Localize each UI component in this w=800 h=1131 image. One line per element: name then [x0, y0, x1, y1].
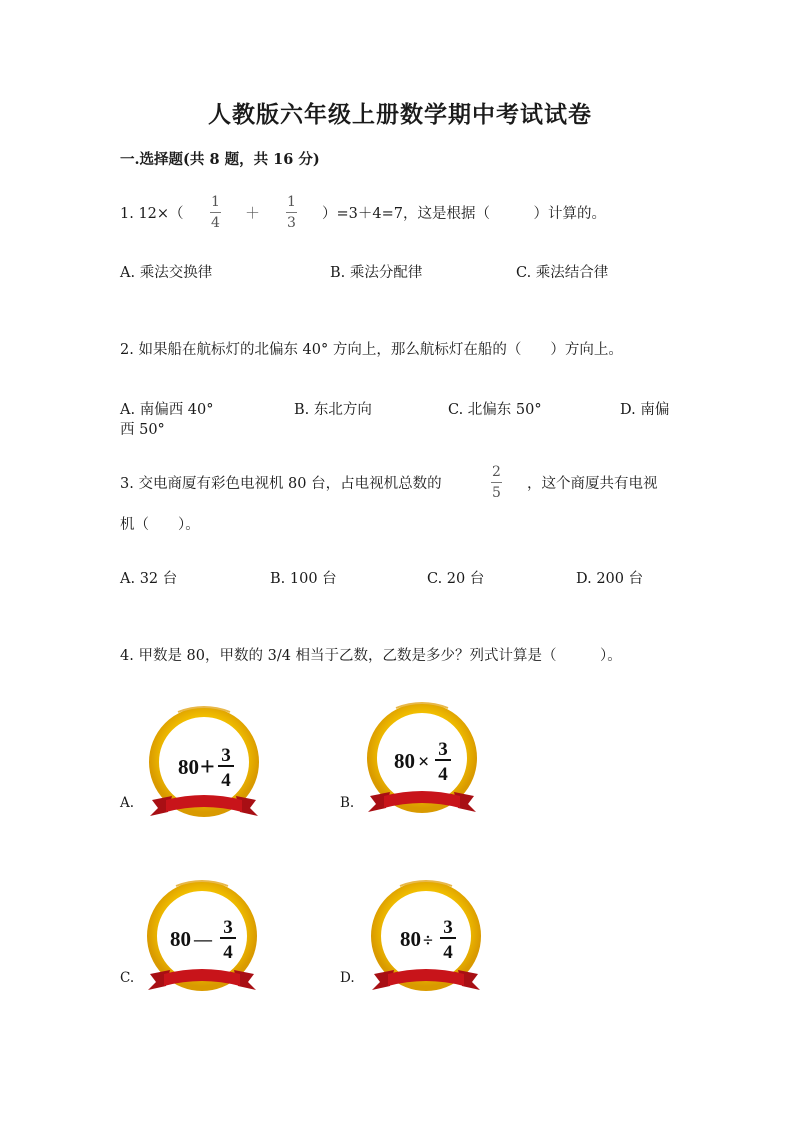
q1-option-c[interactable]: C. 乘法结合律 [516, 265, 609, 281]
badge-denominator: 4 [443, 942, 453, 963]
fraction-bar [210, 212, 221, 213]
q3-line2: 机（ ）。 [120, 517, 200, 533]
q2-text: 2. 如果船在航标灯的北偏东 40° 方向上，那么航标灯在船的（ ）方向上。 [120, 342, 623, 358]
badge-left-operand: 80 [178, 755, 199, 779]
q1-frac2-den: 3 [287, 215, 296, 231]
badge-numerator: 3 [221, 745, 231, 766]
q4-option-b-letter: B. [340, 795, 355, 811]
badge-operator: + [200, 752, 215, 781]
q3-frac-den: 5 [492, 485, 501, 501]
q4-option-c-badge[interactable] [136, 874, 268, 1006]
q2-option-d-continued: 西 50° [120, 422, 165, 438]
q2-option-b[interactable]: B. 东北方向 [294, 402, 372, 418]
q3-suffix: ，这个商厦共有电视 [527, 476, 658, 492]
badge-numerator: 3 [443, 917, 453, 938]
fraction-bar [286, 212, 297, 213]
badge-operator: × [418, 751, 430, 773]
q4-option-d-letter: D. [340, 970, 355, 986]
q3-option-c[interactable]: C. 20 台 [427, 571, 485, 587]
badge-denominator: 4 [438, 764, 448, 785]
q1-frac1-den: 4 [211, 215, 220, 231]
q4-option-a-letter: A. [120, 795, 135, 811]
badge-denominator: 4 [223, 942, 233, 963]
q1-suffix: ）=3＋4=7，这是根据（ ）计算的。 [322, 206, 606, 222]
q4-option-b-badge[interactable] [356, 696, 488, 828]
q2-option-a[interactable]: A. 南偏西 40° [120, 402, 214, 418]
badge-operator: — [194, 929, 212, 949]
badge-left-operand: 80 [400, 927, 421, 951]
q1-fraction-2 [286, 195, 297, 230]
q1-frac2-num: 1 [287, 194, 296, 210]
badge-denominator: 4 [221, 770, 231, 791]
q3-fraction [491, 465, 502, 500]
q1-prefix: 1. 12×（ [120, 206, 184, 222]
badge-operator: ÷ [423, 930, 433, 950]
q1-option-b[interactable]: B. 乘法分配律 [330, 265, 423, 281]
badge-left-operand: 80 [394, 749, 415, 773]
q3-prefix: 3. 交电商厦有彩色电视机 80 台，占电视机总数的 [120, 476, 442, 492]
q3-frac-num: 2 [492, 464, 501, 480]
badge-numerator: 3 [438, 739, 448, 760]
q3-option-b[interactable]: B. 100 台 [270, 571, 337, 587]
badge-left-operand: 80 [170, 927, 191, 951]
q3-option-d[interactable]: D. 200 台 [576, 571, 644, 587]
section-heading: 一.选择题(共 8 题，共 16 分) [120, 151, 320, 168]
q4-option-d-badge[interactable] [360, 874, 492, 1006]
q1-plus-sign: ＋ [245, 204, 261, 222]
q1-frac1-num: 1 [211, 194, 220, 210]
badge-numerator: 3 [223, 917, 233, 938]
q4-option-c-letter: C. [120, 970, 135, 986]
q1-option-a[interactable]: A. 乘法交换律 [120, 265, 213, 281]
fraction-bar [491, 482, 502, 483]
page-title: 人教版六年级上册数学期中考试试卷 [208, 101, 592, 128]
q4-text: 4. 甲数是 80，甲数的 3/4 相当于乙数，乙数是多少？列式计算是（ ）。 [120, 648, 622, 664]
q2-option-d[interactable]: D. 南偏 [620, 402, 670, 418]
q4-option-a-badge[interactable] [138, 700, 270, 832]
q3-option-a[interactable]: A. 32 台 [120, 571, 178, 587]
q2-option-c[interactable]: C. 北偏东 50° [448, 402, 542, 418]
q1-fraction-1 [210, 195, 221, 230]
